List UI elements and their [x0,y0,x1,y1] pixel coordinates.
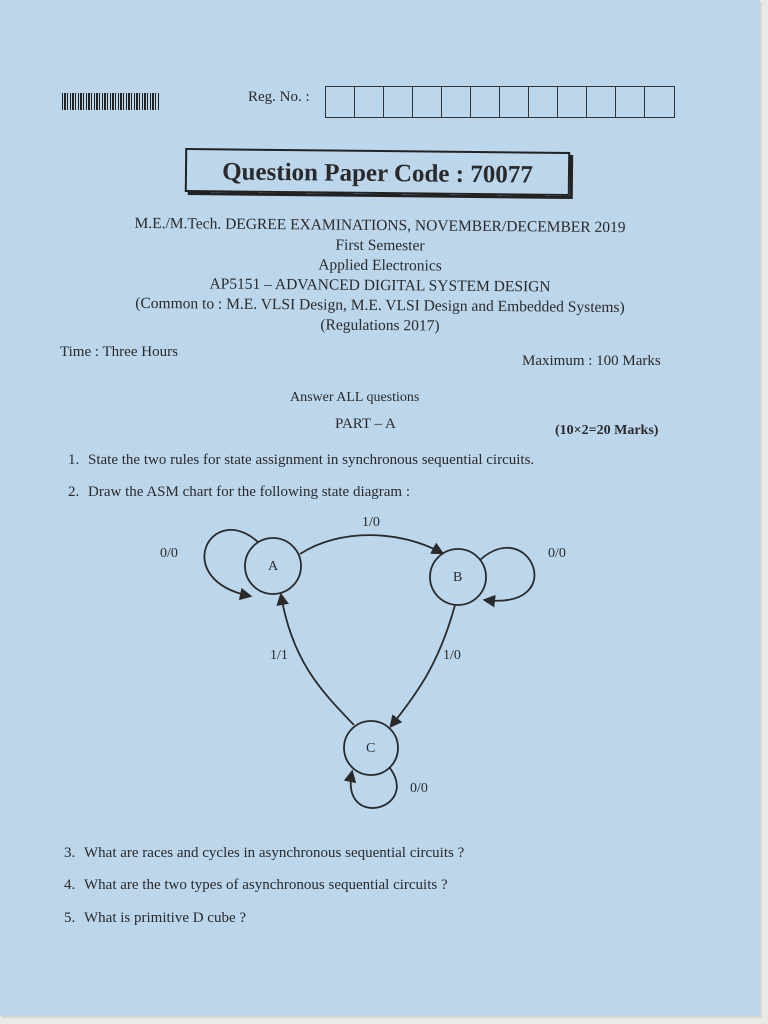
label-b-self: 0/0 [548,546,566,561]
time-duration: Time : Three Hours [60,344,178,360]
question-text: What are races and cycles in asynchronous sequential circuits ? [84,845,465,861]
subject: AP5151 – ADVANCED DIGITAL SYSTEM DESIGN [209,275,551,296]
transition-c-to-a [281,595,354,725]
question-number: 4. [64,877,76,893]
transition-a-to-b [300,535,442,554]
transition-a-self [204,530,258,596]
question-number: 1. [68,452,80,468]
part-marks: (10×2=20 Marks) [555,423,659,438]
question-number: 5. [64,910,76,926]
label-b-to-c: 1/0 [443,648,461,663]
common-to: (Common to : M.E. VLSI Design, M.E. VLSI Design and Embedded Systems) [135,294,625,317]
question-text: Draw the ASM chart for the following state diagram : [88,484,411,500]
question-item [64,910,246,927]
instruction: Answer ALL questions [290,390,420,405]
question-paper-code: Question Paper Code : 70077 [185,148,570,196]
label-a-to-b: 1/0 [362,515,380,530]
part-heading: PART – A [335,416,396,432]
question-item [64,877,448,894]
question-text: State the two rules for state assignment in synchronous sequential circuits. [88,452,535,468]
state-b-label: B [453,570,463,585]
regulations: (Regulations 2017) [320,316,440,335]
label-c-to-a: 1/1 [270,648,288,663]
question-number: 2. [68,484,80,500]
reg-no-label: Reg. No. : [248,89,310,105]
exam-title: M.E./M.Tech. DEGREE EXAMINATIONS, NOVEMBER/DECEMBER 2019 [134,214,626,237]
transition-b-self [480,548,534,601]
question-text: What is primitive D cube ? [84,910,247,926]
label-a-self: 0/0 [160,546,178,561]
label-c-self: 0/0 [410,781,428,796]
state-c-label: C [366,741,376,756]
question-number: 3. [64,845,76,861]
maximum-marks: Maximum : 100 Marks [522,353,661,369]
branch: Applied Electronics [318,256,442,275]
question-text: What are the two types of asynchronous sequential circuits ? [84,877,448,893]
semester: First Semester [335,236,425,255]
state-a-label: A [268,559,279,574]
transition-b-to-c [391,605,455,726]
question-item [64,845,464,862]
